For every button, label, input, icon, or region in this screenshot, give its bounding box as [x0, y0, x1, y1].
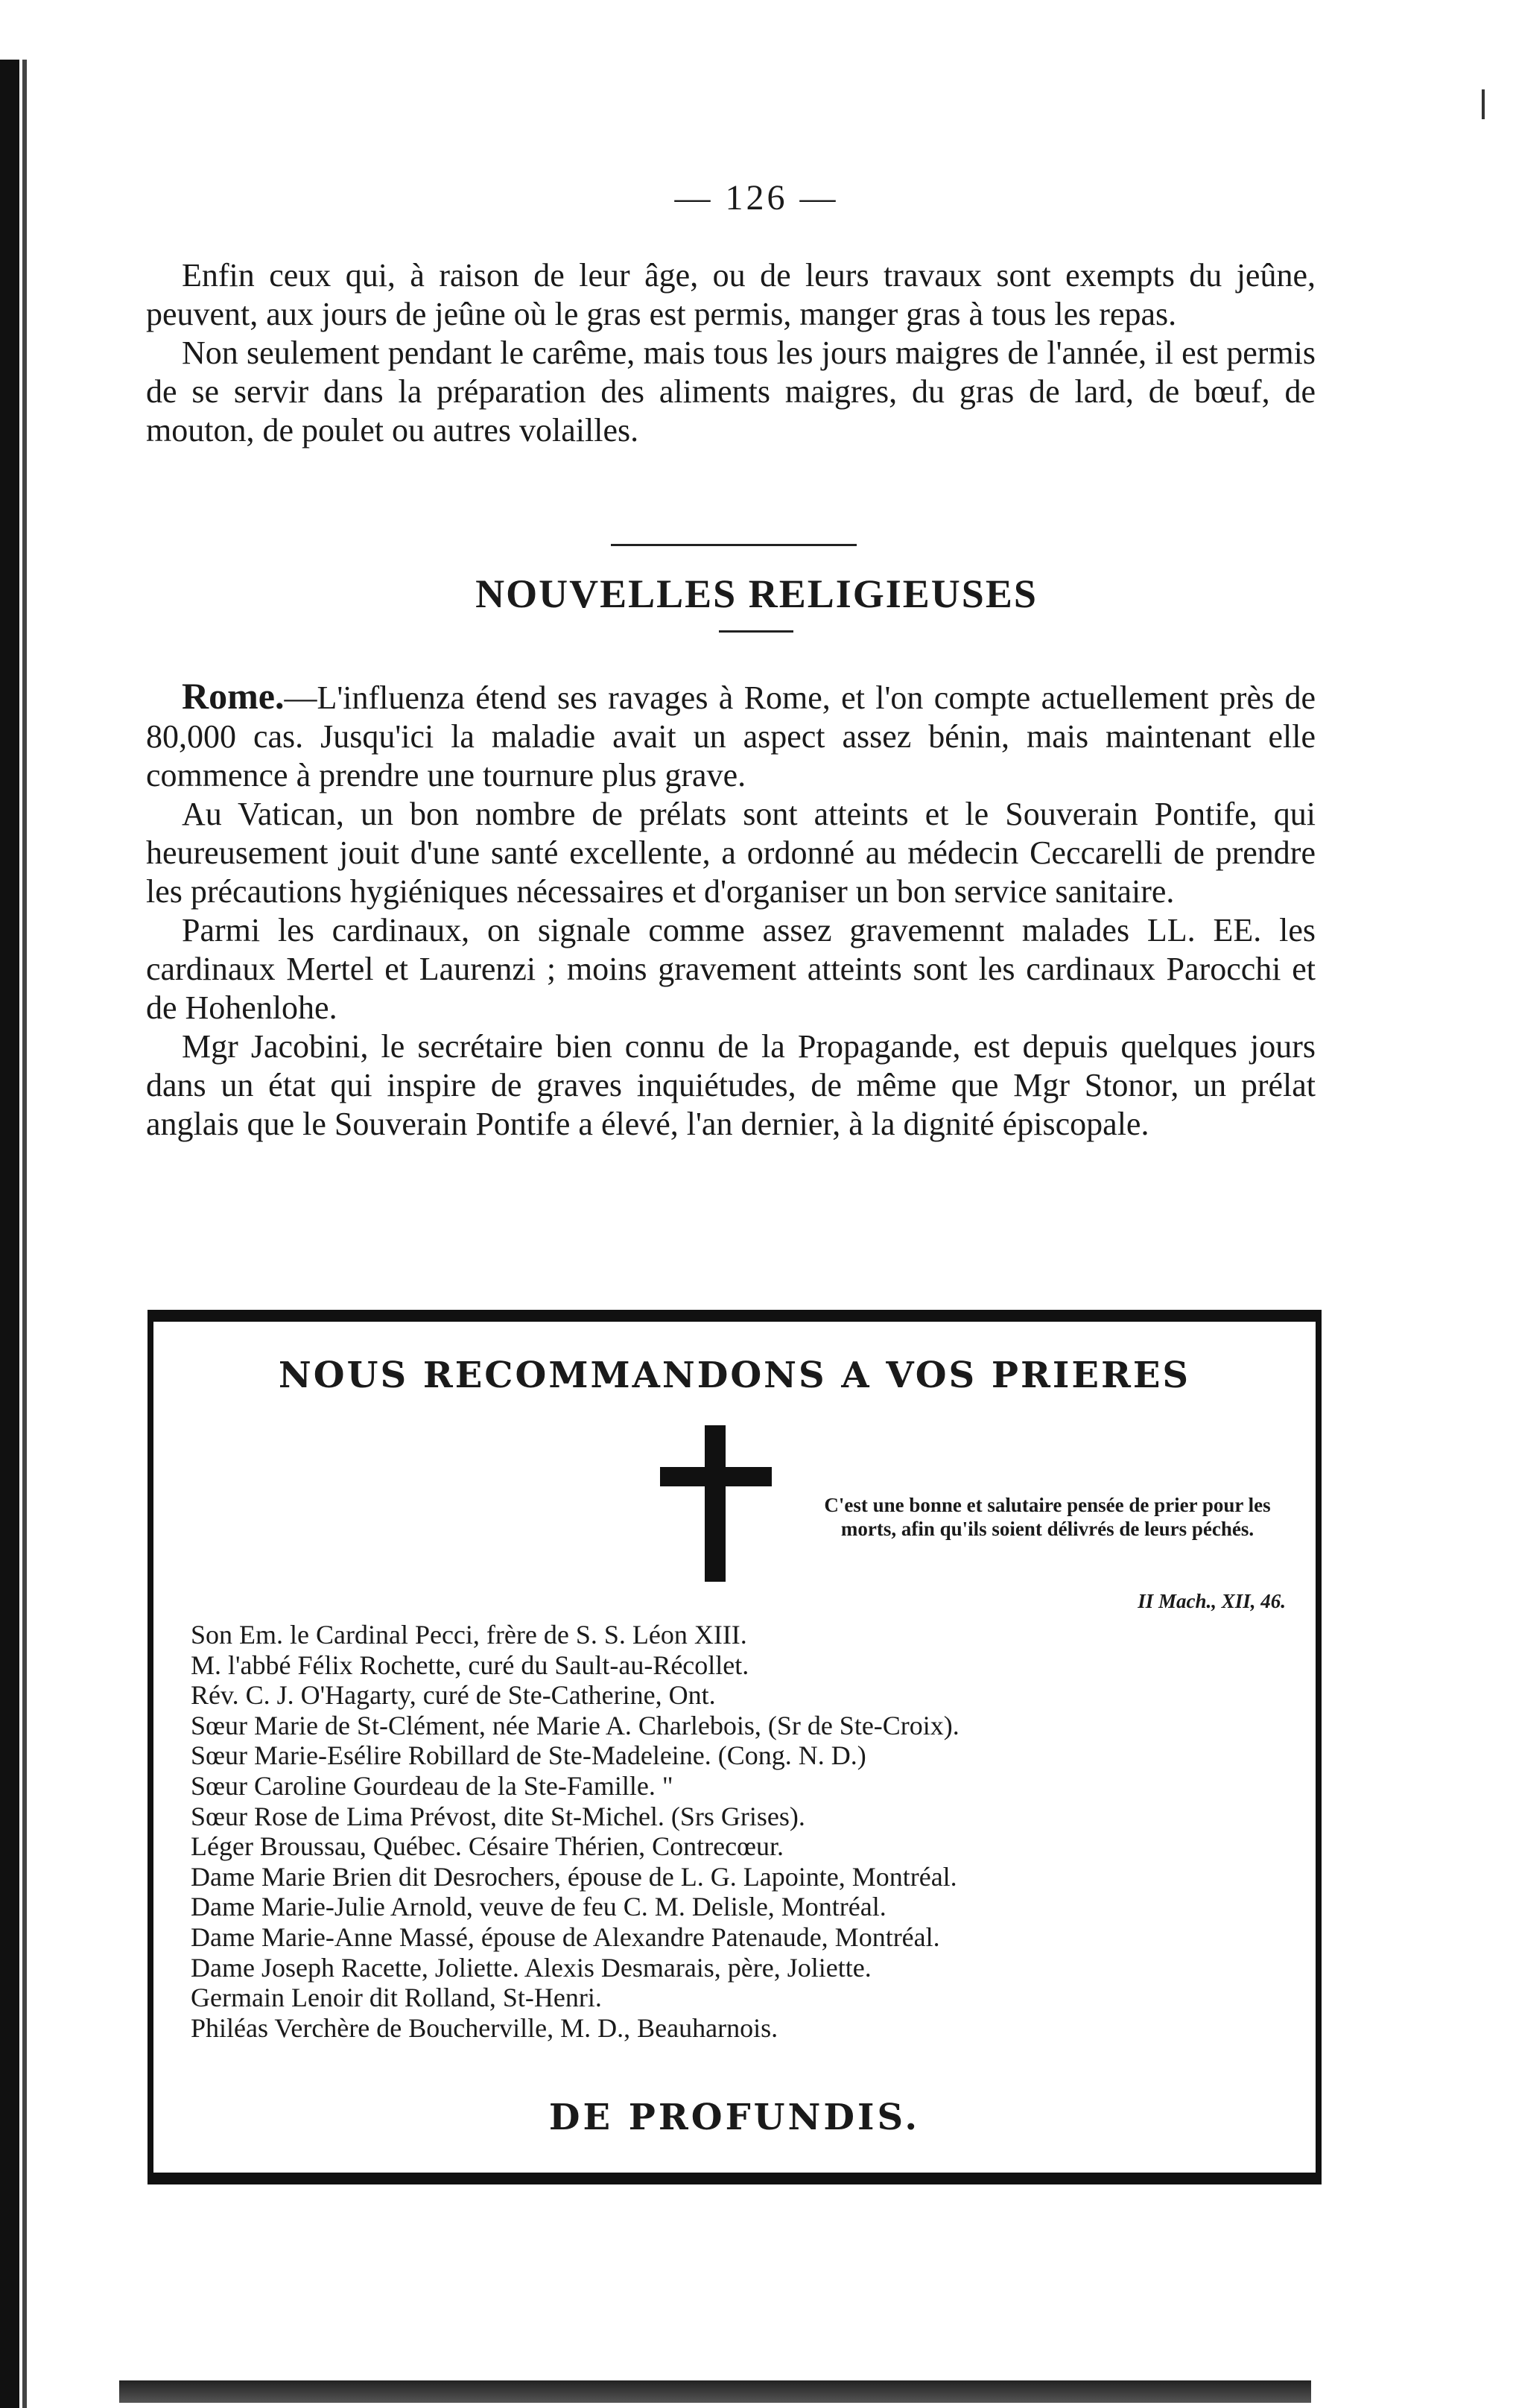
heading-underline [719, 630, 793, 633]
obituary-heading: NOUS RECOMMANDONS A VOS PRIERES [278, 1354, 1191, 1396]
scan-edge [119, 2380, 1311, 2403]
list-item: Sœur Marie-Esélire Robillard de Ste-Madeleine. (Cong. N. D.) [191, 1740, 866, 1771]
list-item: Dame Joseph Racette, Joliette. Alexis Desmarais, père, Joliette. [191, 1952, 872, 1983]
scripture-quote: C'est une bonne et salutaire pensée de prier pour les morts, afin qu'ils soient délivrés de leurs péchés. [824, 1494, 1271, 1540]
list-item: Germain Lenoir dit Rolland, St-Henri. [191, 1983, 602, 2013]
list-item: Dame Marie-Anne Massé, épouse de Alexandre Patenaude, Montréal. [191, 1921, 940, 1952]
list-item: Sœur Marie de St-Clément, née Marie A. Charlebois, (Sr de Ste-Croix). [191, 1710, 959, 1740]
paragraph: Enfin ceux qui, à raison de leur âge, ou de leurs travaux sont exempts du jeûne, peuvent, aux jours de jeûne où le gras est permis, manger gras à tous les repas. [146, 257, 1316, 332]
list-item: Dame Marie-Julie Arnold, veuve de feu C. M. Delisle, Montréal. [191, 1892, 886, 1922]
list-item: Philéas Verchère de Boucherville, M. D., Beauharnois. [191, 2012, 778, 2043]
paragraph: Parmi les cardinaux, on signale comme assez gravemennt malades LL. EE. les cardinaux Mertel et Laurenzi ; moins gravement atteints sont les cardinaux Parocchi et de Hohenlohe. [146, 912, 1316, 1026]
paragraph: Au Vatican, un bon nombre de prélats sont atteints et le Souverain Pontife, qui heureusement jouit d'une santé excellente, a ordonné au médecin Ceccarelli de prendre les précautions hygiéniques nécessaires et d'organiser un bon service sanitaire. [146, 796, 1316, 910]
cross-icon [660, 1425, 772, 1582]
section-divider [611, 544, 857, 546]
page-edge-mark [1482, 89, 1485, 119]
paragraph-body: —L'influenza étend ses ravages à Rome, et l'on compte actuellement près de 80,000 cas. Jusqu'ici la maladie avait un aspect assez bénin, mais maintenant elle commence à prendre une tournure plus grave. [146, 679, 1316, 793]
list-item: Sœur Caroline Gourdeau de la Ste-Famille. " [191, 1770, 673, 1801]
dateline: Rome. [182, 675, 285, 717]
list-item: Dame Marie Brien dit Desrochers, épouse de L. G. Lapointe, Montréal. [191, 1861, 957, 1892]
names-list [191, 1620, 1286, 2043]
page-binding-edge [0, 60, 19, 2408]
list-item: M. l'abbé Félix Rochette, curé du Sault-au-Récollet. [191, 1650, 749, 1680]
paragraph: Mgr Jacobini, le secrétaire bien connu de la Propagande, est depuis quelques jours dans un état qui inspire de graves inquiétudes, de même que Mgr Stonor, un prélat anglais que le Souverain Pontife a élevé, l'an dernier, à la dignité épiscopale. [146, 1028, 1316, 1142]
obituary-box [148, 1310, 1322, 2184]
intro-text [146, 256, 1316, 450]
list-item: Léger Broussau, Québec. Césaire Thérien, Contrecœur. [191, 1831, 784, 1862]
list-item: Son Em. le Cardinal Pecci, frère de S. S. Léon XIII. [191, 1620, 747, 1650]
scripture-reference: II Mach., XII, 46. [1138, 1590, 1286, 1612]
list-item: Rév. C. J. O'Hagarty, curé de Ste-Catherine, Ont. [191, 1680, 716, 1711]
obituary-closing: DE PROFUNDIS. [548, 2097, 921, 2138]
section-heading: NOUVELLES RELIGIEUSES [475, 571, 1038, 616]
page-number: — 126 — [674, 178, 839, 218]
list-item: Sœur Rose de Lima Prévost, dite St-Michel. (Srs Grises). [191, 1801, 805, 1831]
paragraph [146, 677, 1316, 795]
paragraph: Non seulement pendant le carême, mais tous les jours maigres de l'année, il est permis de se servir dans la préparation des aliments maigres, du gras de lard, de bœuf, de mouton, de poulet ou autres volailles. [146, 335, 1316, 449]
news-text [146, 677, 1316, 1144]
